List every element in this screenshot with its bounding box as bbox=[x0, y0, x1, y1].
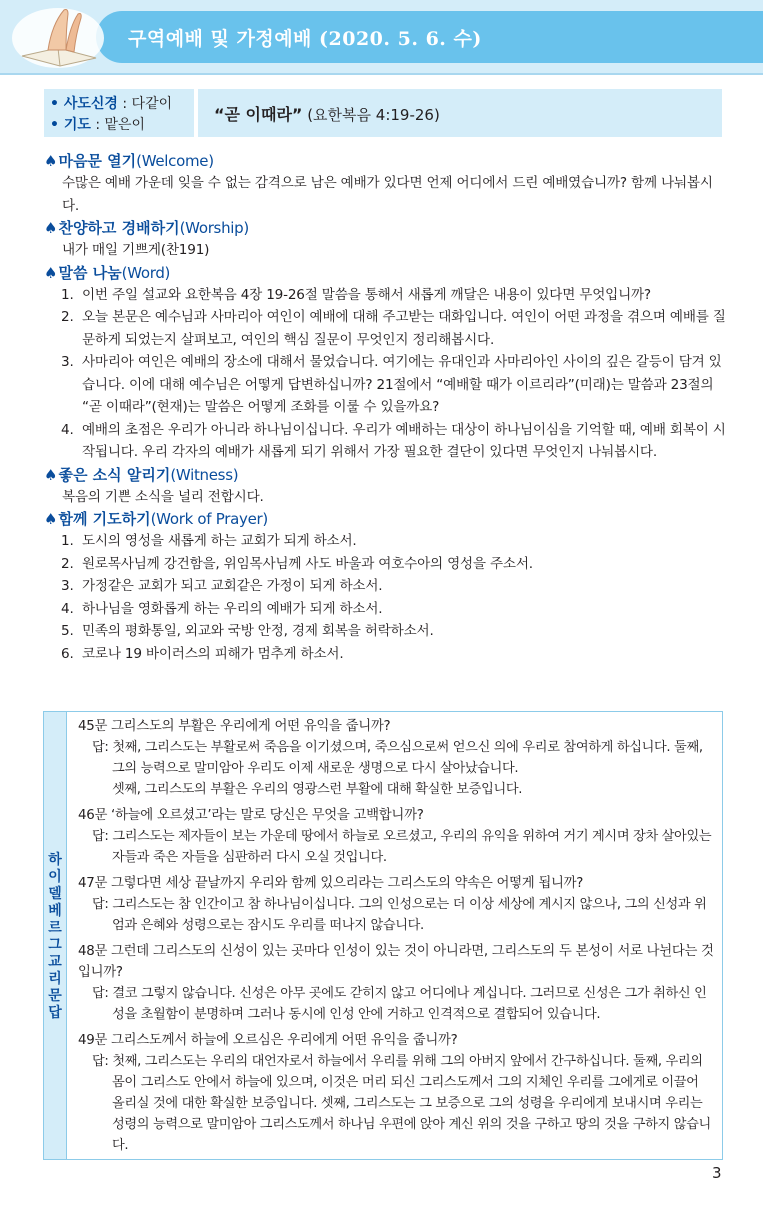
section-title-prayer: ♠함께 기도하기(Work of Prayer) bbox=[44, 510, 268, 528]
passage-quote: “곧 이때라” bbox=[214, 105, 303, 124]
list-item: 3. 가정같은 교회가 되고 교회같은 가정이 되게 하소서. bbox=[61, 578, 383, 594]
list-item: 3. 사마리아 여인은 예배의 장소에 대해서 물었습니다. 여기에는 유대인과 사마리아인 사이의 깊은 갈등이 담겨 있습니다. 이에 대해 예수님은 어떻게 답변하십니까? 21절에서 “예배할 때가 이르리라”(미래)는 말씀과 23절의 “곧 이때라”(현재)는 말씀은 어떻게 조화를 이룰 수 있을까요? bbox=[61, 354, 722, 415]
catechism-body bbox=[78, 716, 714, 1161]
section-title-worship: ♠찬양하고 경배하기(Worship) bbox=[44, 219, 249, 237]
list-item: 2. 원로목사님께 강건함을, 위임목사님께 사도 바울과 여호수아의 영성을 주소서. bbox=[61, 555, 533, 572]
passage-line bbox=[214, 102, 440, 125]
creed-line: • 사도신경 : 다같이 bbox=[50, 96, 173, 112]
catechism-question: 48문 그런데 그리스도의 신성이 있는 곳마다 인성이 있는 것이 아니라면, 그리스도의 두 본성이 서로 나뉜다는 것입니까? bbox=[78, 944, 714, 980]
witness-text: 복음의 기쁜 소식을 널리 전합시다. bbox=[62, 488, 264, 505]
header-banner bbox=[0, 0, 763, 75]
spade-icon: ♠ bbox=[44, 510, 58, 528]
page-number: 3 bbox=[712, 1164, 722, 1182]
catechism-answer: 답: 그리스도는 제자들이 보는 가운데 땅에서 하늘로 오르셨고, 우리의 유익을 위하여 거기 계시며 장차 살아있는 자들과 죽은 자들을 심판하러 다시 오실 것입니다. bbox=[92, 829, 712, 865]
spade-icon: ♠ bbox=[44, 219, 58, 237]
spade-icon: ♠ bbox=[44, 465, 58, 484]
list-item: 5. 민족의 평화통일, 외교와 국방 안정, 경제 회복을 허락하소서. bbox=[61, 623, 434, 639]
passage-box bbox=[198, 89, 722, 137]
catechism-side-label bbox=[44, 712, 67, 1159]
spade-icon: ♠ bbox=[44, 152, 58, 170]
catechism-qa bbox=[78, 941, 714, 1025]
list-item: 4. 하나님을 영화롭게 하는 우리의 예배가 되게 하소서. bbox=[61, 600, 383, 617]
spade-icon: ♠ bbox=[44, 263, 58, 282]
catechism-question: 46문 ‘하늘에 오르셨고’라는 말로 당신은 무엇을 고백합니까? bbox=[78, 808, 424, 823]
catechism-question: 45문 그리스도의 부활은 우리에게 어떤 유익을 줍니까? bbox=[78, 719, 391, 734]
prayer-line: • 기도 : 맡은이 bbox=[50, 117, 146, 133]
catechism-answer: 답: 첫째, 그리스도는 부활로써 죽음을 이기셨으며, 죽으심으로써 얻으신 의에 우리로 참여하게 하십니다. 둘째, 그의 능력으로 말미암아 우리도 이제 새로운 생명으로 다시 살아났습니다. bbox=[92, 740, 703, 776]
welcome-text: 수많은 예배 가운데 잊을 수 없는 감격으로 남은 예배가 있다면 언제 어디에서 드린 예배였습니까? 함께 나눠봅시다. bbox=[62, 175, 713, 214]
list-item: 4. 예배의 초점은 우리가 아니라 하나님이십니다. 우리가 예배하는 대상이 하나님이심을 기억할 때, 예배 회복이 시작됩니다. 우리 각자의 예배가 새롭게 되기 위해서 가장 필요한 결단이 있다면 무엇인지 나눠봅시다. bbox=[61, 421, 726, 460]
section-title-word: ♠말씀 나눔(Word) bbox=[44, 263, 171, 282]
list-item: 1. 도시의 영성을 새롭게 하는 교회가 되게 하소서. bbox=[61, 533, 357, 549]
prayer-items bbox=[48, 530, 728, 665]
prayer-value: : 맡은이 bbox=[90, 117, 146, 133]
catechism-question: 49문 그리스도께서 하늘에 오르심은 우리에게 어떤 유익을 줍니까? bbox=[78, 1033, 458, 1048]
catechism-box bbox=[43, 711, 723, 1160]
page-title: 구역예배 및 가정예배 (2020. 5. 6. 수) bbox=[128, 28, 482, 50]
service-info-box bbox=[44, 89, 194, 137]
creed-value: : 다같이 bbox=[117, 96, 173, 112]
worship-guide bbox=[44, 150, 728, 665]
worship-text: 내가 매일 기쁘게(찬191) bbox=[62, 242, 210, 258]
praying-hands-bible-icon bbox=[8, 4, 116, 70]
catechism-qa bbox=[78, 873, 714, 936]
prayer-key: 기도 bbox=[63, 117, 91, 133]
list-item: 2. 오늘 본문은 예수님과 사마리아 여인이 예배에 대해 주고받는 대화입니다. 여인이 어떤 과정을 겪으며 예배를 질문하게 되었는지 살펴보고, 여인의 핵심 질문이 무엇인지 정리해봅시다. bbox=[61, 309, 726, 348]
catechism-question: 47문 그렇다면 세상 끝날까지 우리와 함께 있으리라는 그리스도의 약속은 어떻게 됩니까? bbox=[78, 876, 584, 891]
creed-key: 사도신경 bbox=[63, 96, 118, 112]
catechism-answer: 답: 첫째, 그리스도는 우리의 대언자로서 하늘에서 우리를 위해 그의 아버지 앞에서 간구하십니다. 둘째, 우리의 몸이 그리스도 안에서 하늘에 있으며, 이것은 머리 되신 그리스도께서 그의 지체인 우리를 그에게로 이끌어 올리실 것에 대한 확실한 보증입니다. 셋째, 그리스도는 그 보증으로 그의 성령을 우리에게 보내시며 우리는 성령의 능력으로 말미암아 그리스도께서 하나님 우편에 앉아 계신 위의 것을 구하고 땅의 것을 구하지 않습니다. bbox=[92, 1054, 711, 1153]
list-item: 6. 코로나 19 바이러스의 피해가 멈추게 하소서. bbox=[61, 645, 344, 662]
section-title-witness: ♠좋은 소식 알리기(Witness) bbox=[44, 465, 239, 484]
catechism-answer-extra: 셋째, 그리스도의 부활은 우리의 영광스런 부활에 대해 확실한 보증입니다. bbox=[112, 782, 523, 797]
section-title-welcome: ♠마음문 열기(Welcome) bbox=[44, 152, 214, 170]
catechism-qa bbox=[78, 805, 714, 868]
passage-reference: (요한복음 4:19-26) bbox=[302, 106, 440, 124]
catechism-label-text: 하이델베르그교리문답 bbox=[48, 852, 62, 1021]
list-item: 1. 이번 주일 설교와 요한복음 4장 19-26절 말씀을 통해서 새롭게 깨달은 내용이 있다면 무엇입니까? bbox=[61, 286, 651, 303]
catechism-answer: 답: 그리스도는 참 인간이고 참 하나님이십니다. 그의 인성으로는 더 이상 세상에 계시지 않으나, 그의 신성과 위엄과 은혜와 성령으로는 잠시도 우리를 떠나지 않습니다. bbox=[92, 897, 707, 933]
catechism-answer: 답: 결코 그렇지 않습니다. 신성은 아무 곳에도 갇히지 않고 어디에나 계십니다. 그러므로 신성은 그가 취하신 인성을 초월함이 분명하며 그러나 동시에 인성 안에 거하고 인격적으로 결합되어 있습니다. bbox=[92, 986, 707, 1022]
word-questions bbox=[48, 284, 728, 464]
catechism-qa bbox=[78, 716, 714, 800]
catechism-qa bbox=[78, 1030, 714, 1156]
